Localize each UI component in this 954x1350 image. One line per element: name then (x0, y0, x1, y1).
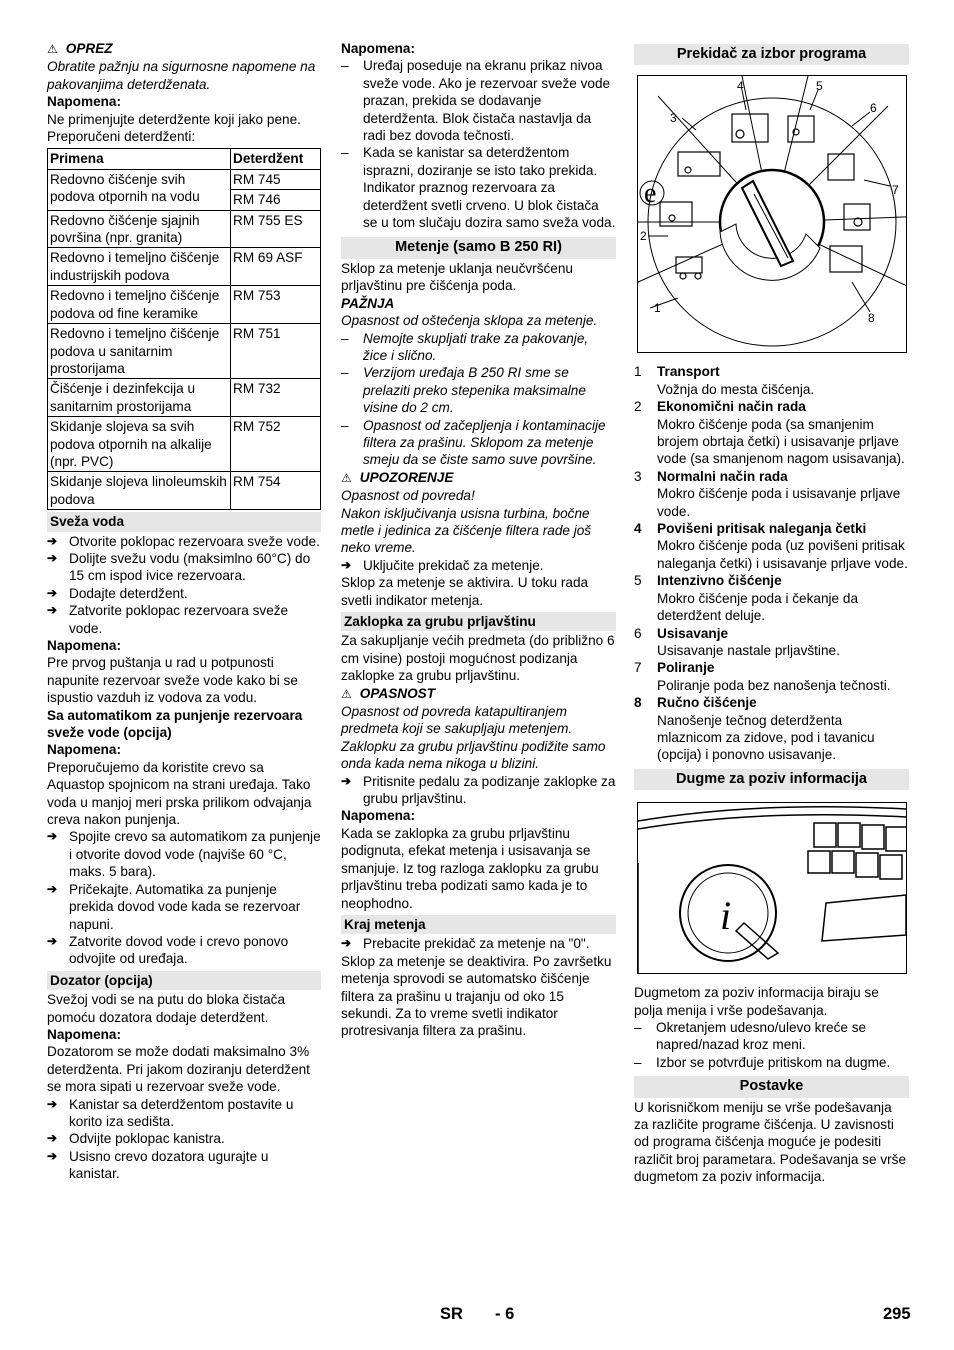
list-item: – Okretanjem udesno/ulevo kreće se napred/nazad kroz meni. (634, 1019, 909, 1054)
attention-text: Opasnost od oštećenja sklopa za metenje. (341, 313, 598, 329)
item-number: 5 (634, 573, 642, 589)
table-row (48, 248, 321, 286)
table-cell: Čišćenje i dezinfekcija u sanitarnim prostorijama (48, 379, 231, 417)
step-item: ➔ Dodajte deterdžent. (47, 585, 321, 602)
item-number: 8 (634, 695, 642, 711)
column-3 (634, 40, 909, 1186)
item-title: Poliranje (657, 660, 715, 676)
note-text: Ne primenjujte deterdžente koji jako pene. Preporučeni deterdženti: (47, 111, 301, 145)
item-number: 1 (634, 364, 642, 380)
note-title: Napomena: (47, 742, 122, 758)
item-title: Normalni način rada (657, 468, 788, 484)
body-text: Sklop za metenje se deaktivira. Po završetku metenja sprovodi se automatsko čišćenje filtera za prašinu u trajanju od oko 15 sekundi. Za to vreme svetli indikator protresivanja filtera za prašinu. (341, 953, 612, 1039)
dial-number: 1 (654, 301, 661, 316)
step-item: ➔ Uključite prekidač za metenje. (341, 557, 616, 574)
table-row (48, 417, 321, 472)
dial-number: 8 (868, 311, 875, 326)
info-button-figure (637, 802, 907, 974)
table-row (48, 472, 321, 510)
caution-title: ⚠ OPREZ (47, 40, 321, 58)
subsection-heading: Sa automatikom za punjenje rezervoara sveže vode (opcija) (47, 707, 303, 741)
step-item: ➔ Usisno crevo dozatora ugurajte u kanistar. (47, 1148, 321, 1183)
table-cell: RM 69 ASF (231, 248, 321, 286)
section-heading: Metenje (samo B 250 RI) (341, 237, 616, 258)
step-item: ➔ Zatvorite poklopac rezervoara sveže vode. (47, 602, 321, 637)
step-item: ➔ Kanistar sa deterdžentom postavite u korito iza sedišta. (47, 1096, 321, 1131)
list-item (634, 398, 909, 468)
list-item (634, 694, 909, 764)
step-item: ➔ Dolijte svežu vodu (maksimlno 60°C) do 15 cm ispod ivice rezervoara. (47, 550, 321, 585)
section-heading: Kraj metenja (341, 915, 616, 934)
table-cell: RM 755 ES (231, 210, 321, 248)
dial-number: 2 (640, 229, 647, 244)
item-text: Mokro čišćenje poda (sa smanjenim brojem obrtaja četki) i usisavanje prljave vode (sa smanjenom nagom usisavanja). (657, 416, 905, 467)
note-text: Kada se zaklopka za grubu prljavštinu podignuta, efekat metenja i usisavanja se smanjuje. Iz tog razloga zaklopku za grubu prljavštinu treba podizati samo kada je to neophodno. (341, 825, 599, 911)
warning-text: Nakon isključivanja usisna turbina, bočne metle i jedinica za čišćenje filtera rade još neko vreme. (341, 505, 592, 556)
note-title: Napomena: (47, 94, 122, 110)
table-cell: RM 754 (231, 472, 321, 510)
table-row (48, 379, 321, 417)
body-text: U korisničkom meniju se vrše podešavanja za različite programe čišćenja. U zavisnosti od programa čišćenja moguće je podesiti različit broj parametara. Podešavanja se vrše dugmetom za poziv informacija. (634, 1099, 907, 1185)
step-item: ➔ Pričekajte. Automatika za punjenje prekida dovod vode kada se rezervoar napuni. (47, 881, 321, 933)
dial-number: 7 (892, 183, 899, 198)
table-cell: Redovno čišćenje sjajnih površina (npr. granita) (48, 210, 231, 248)
table-cell: Redovno i temeljno čišćenje industrijskih podova (48, 248, 231, 286)
footer-language: SR (440, 1305, 463, 1323)
list-item (634, 625, 909, 660)
attention-title: PAŽNJA (341, 295, 395, 311)
table-row (48, 169, 321, 189)
program-selector-figure (637, 75, 907, 353)
table-cell: Redovno i temeljno čišćenje podova od fine keramike (48, 286, 231, 324)
table-cell: RM 753 (231, 286, 321, 324)
list-item (634, 572, 909, 624)
table-header: Primena (48, 149, 231, 169)
step-item: ➔ Spojite crevo sa automatikom za punjenje i otvorite dovod vode (najviše 60 °C, maks. 5 bara). (47, 828, 321, 880)
warning-title: ⚠ UPOZORENJE (341, 469, 616, 487)
table-cell: Redovno čišćenje svih podova otpornih na vodu (48, 169, 231, 210)
info-knob-letter: i (720, 893, 732, 939)
note-title: Napomena: (47, 638, 122, 653)
item-number: 7 (634, 660, 642, 676)
detergent-table (47, 148, 321, 510)
table-cell: RM 751 (231, 324, 321, 379)
step-item: ➔ Odvijte poklopac kanistra. (47, 1130, 321, 1147)
list-item: – Uređaj poseduje na ekranu prikaz nivoa sveže vode. Ako je rezervoar sveže vode prazan, prekida se dodavanje deterdženta. Blok čistača nastavlja da radi bez dovoda tečnosti. (341, 57, 616, 144)
table-row (48, 324, 321, 379)
list-item (634, 363, 909, 398)
list-item (634, 520, 909, 572)
list-item (634, 659, 909, 694)
item-text: Nanošenje tečnog deterdženta mlaznicom za zidove, pod i tavanicu (opcija) i ponovno usisavanje. (657, 712, 875, 763)
body-text: Sklop za metenje se aktivira. U toku rada svetli indikator metenja. (341, 575, 589, 608)
step-item: ➔ Prebacite prekidač za metenje na "0". (341, 935, 616, 952)
table-cell: Skidanje slojeva sa svih podova otpornih na alkalije (npr. PVC) (48, 417, 231, 472)
item-number: 3 (634, 468, 642, 484)
note-text: Pre prvog puštanja u rad u potpunosti napunite rezervoar sveže vode kako bi se ispustio vazduh iz vodova za vodu. (47, 655, 298, 706)
note-title: Napomena: (341, 41, 416, 56)
table-row (48, 210, 321, 248)
list-item: – Opasnost od začepljenja i kontaminacije filtera za prašinu. Sklopom za metenje smeju da se čiste samo suve površine. (341, 417, 616, 469)
table-cell: RM 746 (231, 190, 321, 210)
item-text: Mokro čišćenje poda (uz povišeni pritisak naleganja četki) i usisavanje prljave vode. (657, 538, 908, 571)
table-row (48, 286, 321, 324)
item-title: Povišeni pritisak naleganja četki (657, 521, 867, 537)
danger-text: Opasnost od povreda katapultiranjem predmeta koji se sakupljaju metenjem. Zaklopku za grubu prljavštinu podižite samo onda kada nema nikoga u blizini. (341, 704, 606, 772)
item-title: Transport (657, 364, 720, 380)
step-item: ➔ Otvorite poklopac rezervoara sveže vode. (47, 533, 321, 550)
list-item (634, 468, 909, 520)
table-cell: Skidanje slojeva linoleumskih podova (48, 472, 231, 510)
danger-title: ⚠ OPASNOST (341, 685, 616, 703)
info-button-diagram (638, 803, 906, 973)
footer-page-number: 295 (883, 1305, 911, 1323)
item-number: 2 (634, 399, 642, 415)
section-heading: Postavke (634, 1076, 909, 1097)
dial-number: 4 (737, 79, 744, 94)
table-cell: RM 752 (231, 417, 321, 472)
warning-text: Opasnost od povreda! (341, 488, 475, 504)
item-text: Poliranje poda bez nanošenja tečnosti. (657, 677, 891, 693)
section-heading: Dozator (opcija) (47, 971, 321, 990)
list-item: – Izbor se potvrđuje pritiskom na dugme. (634, 1054, 909, 1071)
step-item: ➔ Pritisnite pedalu za podizanje zaklopke za grubu prljavštinu. (341, 773, 616, 808)
body-text: Za sakupljanje većih predmeta (do približno 6 cm visine) postoji mogućnost podizanja zaklopke za grubu prljavštinu. (341, 633, 615, 684)
body-text: Dugmetom za poziv informacija biraju se polja menija i vrše podešavanja. (634, 985, 879, 1018)
list-item: – Verzijom uređaja B 250 RI sme se prelaziti preko stepenika maksimalne visine do 2 cm. (341, 364, 616, 416)
column-1 (47, 40, 321, 1183)
body-text: Svežoj vodi se na putu do bloka čistača pomoću dozatora dodaje deterdžent. (47, 992, 286, 1025)
section-heading: Sveža voda (47, 512, 321, 531)
item-number: 6 (634, 625, 642, 641)
note-text: Preporučujemo da koristite crevo sa Aquastop spojnicom na strani uređaja. Tako voda u manjoj meri prska prilikom odvajanja creva nakon punjenja. (47, 759, 312, 828)
note-title: Napomena: (341, 808, 416, 824)
item-text: Mokro čišćenje poda i usisavanje prljave vode. (657, 486, 901, 519)
list-item: – Kada se kanistar sa deterdžentom isprazni, doziranje se isto tako prekida. Indikator praznog rezervoara za deterdžent svetli crveno. U blok čistača se u tom slučaju dozira samo sveža voda. (341, 144, 616, 231)
note-title: Napomena: (47, 1026, 122, 1042)
step-item: ➔ Zatvorite dovod vode i crevo ponovo odvojite od uređaja. (47, 933, 321, 968)
note-text: Dozatorom se može dodati maksimalno 3% deterdženta. Pri jakom doziranju deterdžent se mora sipati u rezervoar sveže vode. (47, 1044, 310, 1095)
item-title: Intenzivno čišćenje (657, 573, 782, 589)
program-dial-diagram (638, 76, 906, 352)
table-header: Deterdžent (231, 149, 321, 169)
item-title: Ručno čišćenje (657, 695, 757, 711)
item-text: Usisavanje nastale prljavštine. (657, 642, 840, 658)
dial-mark: e (644, 178, 657, 210)
section-heading: Zaklopka za grubu prljavštinu (341, 612, 616, 631)
dial-number: 5 (816, 79, 823, 94)
table-cell: RM 745 (231, 169, 321, 189)
item-text: Mokro čišćenje poda i čekanje da deterdžent deluje. (657, 590, 858, 624)
list-item: – Nemojte skupljati trake za pakovanje, žice i slično. (341, 330, 616, 365)
section-heading: Prekidač za izbor programa (634, 44, 909, 65)
footer-subpage: - 6 (495, 1305, 515, 1323)
item-title: Usisavanje (657, 625, 729, 641)
column-2 (341, 40, 616, 1040)
dial-number: 6 (870, 101, 877, 116)
dial-number: 3 (670, 111, 677, 126)
item-number: 4 (634, 521, 642, 537)
table-cell: Redovno i temeljno čišćenje podova u sanitarnim prostorijama (48, 324, 231, 379)
body-text: Sklop za metenje uklanja neučvršćenu prljavštinu pre čišćenja poda. (341, 260, 573, 294)
table-cell: RM 732 (231, 379, 321, 417)
item-title: Ekonomični način rada (657, 399, 806, 415)
caution-text: Obratite pažnju na sigurnosne napomene na pakovanjima deterdženata. (47, 59, 316, 92)
section-heading: Dugme za poziv informacija (634, 769, 909, 790)
table-header-row (48, 149, 321, 169)
item-text: Vožnja do mesta čišćenja. (657, 381, 815, 397)
